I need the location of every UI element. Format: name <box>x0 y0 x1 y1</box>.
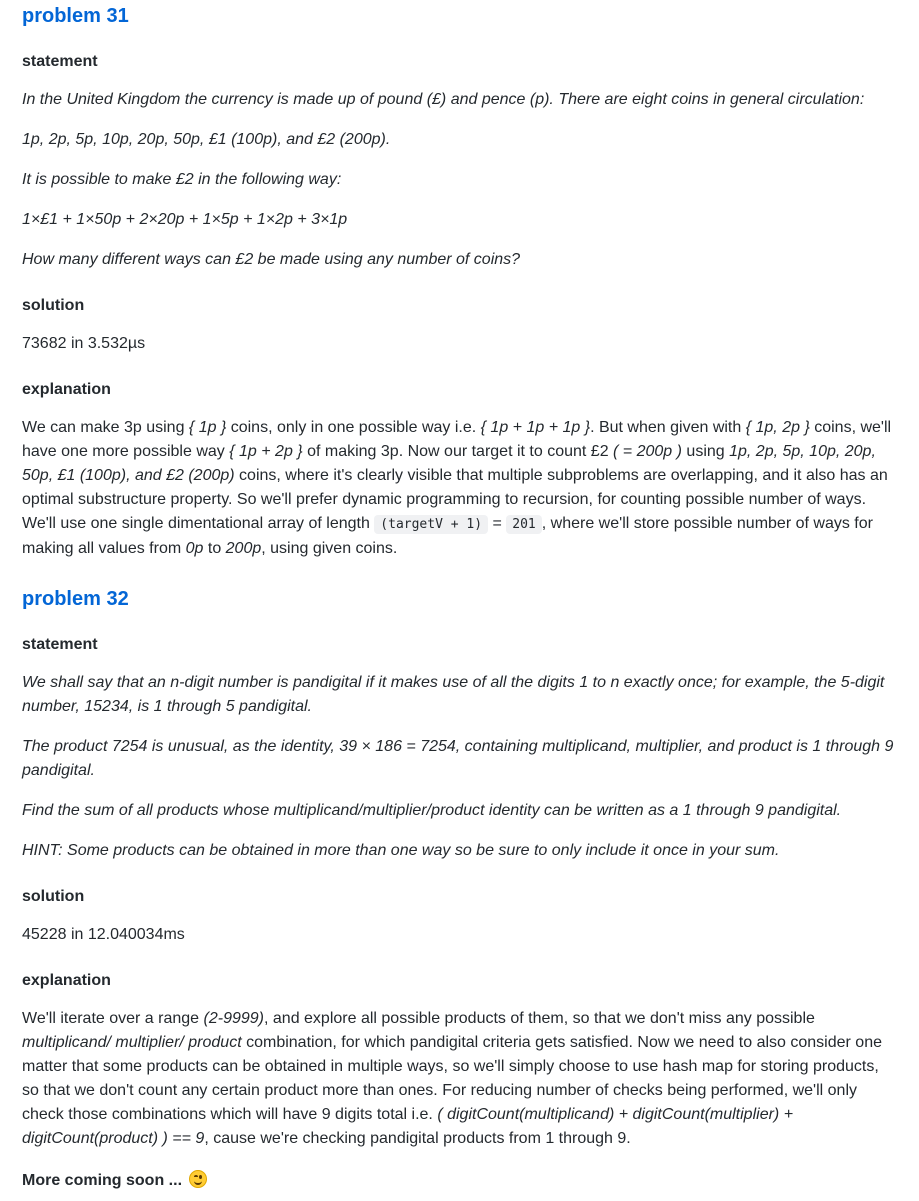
emphasis-run: ( digitCount(multiplicand) + digitCount(multiplier) + digitCount(product) ) == 9 <box>22 1106 794 1147</box>
emphasis-run: multiplicand/ multiplier/ product <box>22 1034 242 1051</box>
text-run: . But when given with <box>590 419 746 436</box>
text-run: , and explore all possible products of them, so that we don't miss any possible <box>264 1010 815 1027</box>
inline-code: (targetV + 1) <box>374 515 488 534</box>
p31-explanation-heading: explanation <box>22 381 111 398</box>
p32-explanation-heading: explanation <box>22 972 111 989</box>
problem-32-heading: problem 32 <box>22 588 129 610</box>
text-run: , where we'll store possible number of ways for making all values from <box>22 515 873 557</box>
p32-statement-heading: statement <box>22 636 98 653</box>
p31-solution-heading: solution <box>22 297 85 314</box>
inline-code: 201 <box>506 515 541 534</box>
emphasis-run: 0p <box>185 540 204 557</box>
emphasis-run: (2-9999) <box>203 1010 264 1027</box>
p32-statement-line-3: Find the sum of all products whose multiplicand/multiplier/product identity can be written as a 1 through 9 pandigital. <box>22 802 842 819</box>
text-run: We can make 3p using <box>22 419 189 436</box>
text-run: coins, we'll have one more possible way <box>22 419 892 460</box>
p32-explanation <box>22 1007 897 1151</box>
emphasis-run: 1p, 2p, 5p, 10p, 20p, 50p, £1 (100p), and £2 (200p) <box>22 443 876 484</box>
text-run: using <box>681 443 730 460</box>
emphasis-run: { 1p, 2p } <box>745 419 810 436</box>
p31-statement-line-3: It is possible to make £2 in the following way: <box>22 171 342 188</box>
text-run: to <box>203 540 226 557</box>
page-content <box>0 2 919 1193</box>
text-run: coins, where it's clearly visible that multiple subproblems are overlapping, and it also has an optimal substructure property. So we'll prefer dynamic programming to recursion, for counting possible number of ways. We'll use one single dimentational array of length <box>22 467 888 532</box>
emphasis-run: 200p <box>225 540 262 557</box>
footer-text: More coming soon ... <box>22 1172 183 1189</box>
emphasis-run: { 1p } <box>188 419 227 436</box>
footer-more-coming <box>22 1169 897 1193</box>
p32-statement-line-4: HINT: Some products can be obtained in more than one way so be sure to only include it once in your sum. <box>22 842 780 859</box>
text-run: , cause we're checking pandigital products from 1 through 9. <box>204 1130 631 1147</box>
p32-statement-line-2: The product 7254 is unusual, as the identity, 39 × 186 = 7254, containing multiplicand, multiplier, and product is 1 through 9 pandigital. <box>22 738 894 779</box>
p32-statement-line-1: We shall say that an n-digit number is pandigital if it makes use of all the digits 1 to n exactly once; for example, the 5-digit number, 15234, is 1 through 5 pandigital. <box>22 674 885 715</box>
text-run: We'll iterate over a range <box>22 1010 204 1027</box>
emphasis-run: { 1p + 2p } <box>229 443 303 460</box>
p31-statement-line-1: In the United Kingdom the currency is made up of pound (£) and pence (p). There are eight coins in general circulation: <box>22 91 865 108</box>
text-run: combination, for which pandigital criteria gets satisfied. Now we need to also consider one matter that some products can be obtained in multiple ways, so we'll simply choose to use hash map for storing products, so that we don't count any certain product more than ones. For reducing number of checks being performed, we'll only check those combinations which will have 9 digits total i.e. <box>22 1034 882 1123</box>
p31-statement-line-4: 1×£1 + 1×50p + 2×20p + 1×5p + 1×2p + 3×1p <box>22 211 348 228</box>
p32-solution-value: 45228 in 12.040034ms <box>22 926 185 943</box>
text-run: of making 3p. Now our target it to count £2 <box>302 443 614 460</box>
p32-solution-heading: solution <box>22 888 85 905</box>
p31-statement-line-5: How many different ways can £2 be made using any number of coins? <box>22 251 521 268</box>
text-run: coins, only in one possible way i.e. <box>226 419 481 436</box>
text-run: , using given coins. <box>261 540 398 557</box>
emphasis-run: ( = 200p ) <box>613 443 682 460</box>
emphasis-run: { 1p + 1p + 1p } <box>480 419 591 436</box>
winking-face-icon <box>189 1170 207 1188</box>
p31-statement-line-2: 1p, 2p, 5p, 10p, 20p, 50p, £1 (100p), and £2 (200p). <box>22 131 391 148</box>
text-run: = <box>488 515 507 532</box>
p31-explanation <box>22 416 897 561</box>
p31-statement-heading: statement <box>22 53 98 70</box>
p31-solution-value: 73682 in 3.532µs <box>22 335 146 352</box>
problem-31-heading: problem 31 <box>22 5 129 27</box>
